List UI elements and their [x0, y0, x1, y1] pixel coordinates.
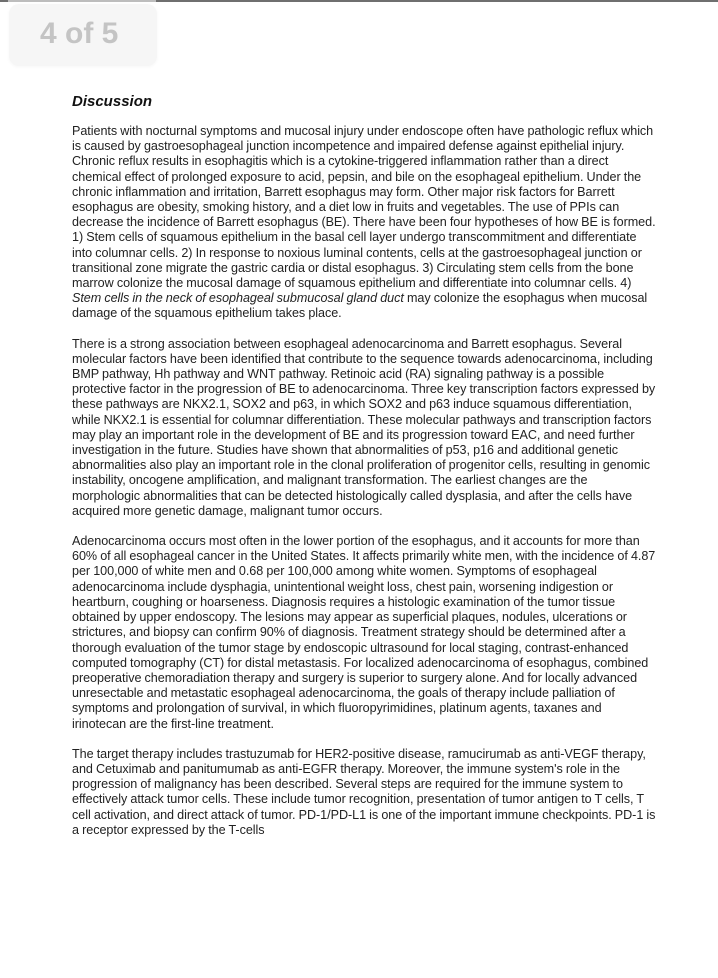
viewer-top-bar — [0, 0, 718, 2]
viewer-top-bar-segment — [8, 0, 156, 2]
paragraph-text: Patients with nocturnal symptoms and mucosal injury under endoscope often have pathologic reflux which is caused by gastroesophageal junction incompetence and impaired defense against epithelial injury. Chronic reflux results in esophagitis which is a cytokine-triggered inflammation rather than a direct chemical effect of prolonged exposure to acid, pepsin, and bile on the esophageal epithelium. Under the chronic inflammation and irritation, Barrett esophagus may form. Other major risk factors for Barrett esophagus are obesity, smoking history, and a diet low in fruits and vegetables. The use of PPIs can decrease the incidence of Barrett esophagus (BE). There have been four hypotheses of how BE is formed. 1) Stem cells of squamous epithelium in the basal cell layer undergo transcommitment and differentiate into columnar cells. 2) In response to noxious luminal contents, cells at the gastroesophageal junction or transitional zone migrate the gastric cardia or distal esophagus. 3) Circulating stem cells from the bone marrow colonize the mucosal damage of squamous epithelium and differentiate into columnar cells. 4) — [72, 124, 656, 291]
paragraph-target-therapy: The target therapy includes trastuzumab for HER2-positive disease, ramucirumab as anti-VEGF therapy, and Cetuximab and panitumumab as anti-EGFR therapy. Moreover, the immune system's role in the progression of malignancy has been described. Several steps are required for the immune system to effectively attack tumor cells. These include tumor recognition, presentation of tumor antigen to T cells, T cell activation, and direct attack of tumor. PD-1/PD-L1 is one of the important immune checkpoints. PD-1 is a receptor expressed by the T-cells — [72, 746, 656, 837]
document-page — [72, 92, 656, 853]
paragraph-barrett-formation — [72, 124, 656, 322]
paragraph-molecular-factors: There is a strong association between esophageal adenocarcinoma and Barrett esophagus. Several molecular factors have been identified that contribute to the sequence towards adenocarcinoma, including BMP pathway, Hh pathway and WNT pathway. Retinoic acid (RA) signaling pathway is a possible protective factor in the progression of BE to adenocarcinoma. Three key transcription factors expressed by these pathways are NKX2.1, SOX2 and p63, in which SOX2 and p63 induce squamous differentiation, while NKX2.1 is essential for columnar differentiation. These molecular pathways and transcription factors may play an important role in the development of BE and its progression toward EAC, and need further investigation in the future. Studies have shown that abnormalities of p53, p16 and additional genetic abnormalities also play an important role in the clonal proliferation of progenitor cells, resulting in genomic instability, oncogene amplification, and malignant transformation. The earliest changes are the morphologic abnormalities that can be detected histologically called dysplasia, and after the cells have acquired more genetic damage, malignant tumor occurs. — [72, 336, 656, 518]
paragraph-adenocarcinoma: Adenocarcinoma occurs most often in the lower portion of the esophagus, and it accounts for more than 60% of all esophageal cancer in the United States. It affects primarily white men, with the incidence of 4.87 per 100,000 of white men and 0.68 per 100,000 among white women. Symptoms of esophageal adenocarcinoma include dysphagia, unintentional weight loss, chest pain, worsening indigestion or heartburn, coughing or hoarseness. Diagnosis requires a histologic examination of the tumor tissue obtained by upper endoscopy. The lesions may appear as superficial plaques, nodules, ulcerations or strictures, and biopsy can confirm 90% of diagnosis. Treatment strategy should be determined after a thorough evaluation of the tumor stage by endoscopic ultrasound for local staging, contrast-enhanced computed tomography (CT) for distal metastasis. For localized adenocarcinoma of esophagus, combined preoperative chemoradiation therapy and surgery is superior to surgery alone. And for locally advanced unresectable and metastatic esophageal adenocarcinoma, the goals of therapy include palliation of symptoms and prolongation of survival, in which fluoropyrimidines, platinum agents, taxanes and irinotecan are the first-line treatment. — [72, 534, 656, 731]
paragraph-italic-text: Stem cells in the neck of esophageal submucosal gland duct — [72, 291, 404, 306]
section-heading: Discussion — [72, 93, 153, 110]
page-indicator-label: 4 of 5 — [40, 17, 119, 50]
paragraph-text: may colonize the esophagus when mucosal damage of the squamous epithelium takes place. — [72, 291, 648, 321]
page-indicator — [9, 4, 157, 66]
